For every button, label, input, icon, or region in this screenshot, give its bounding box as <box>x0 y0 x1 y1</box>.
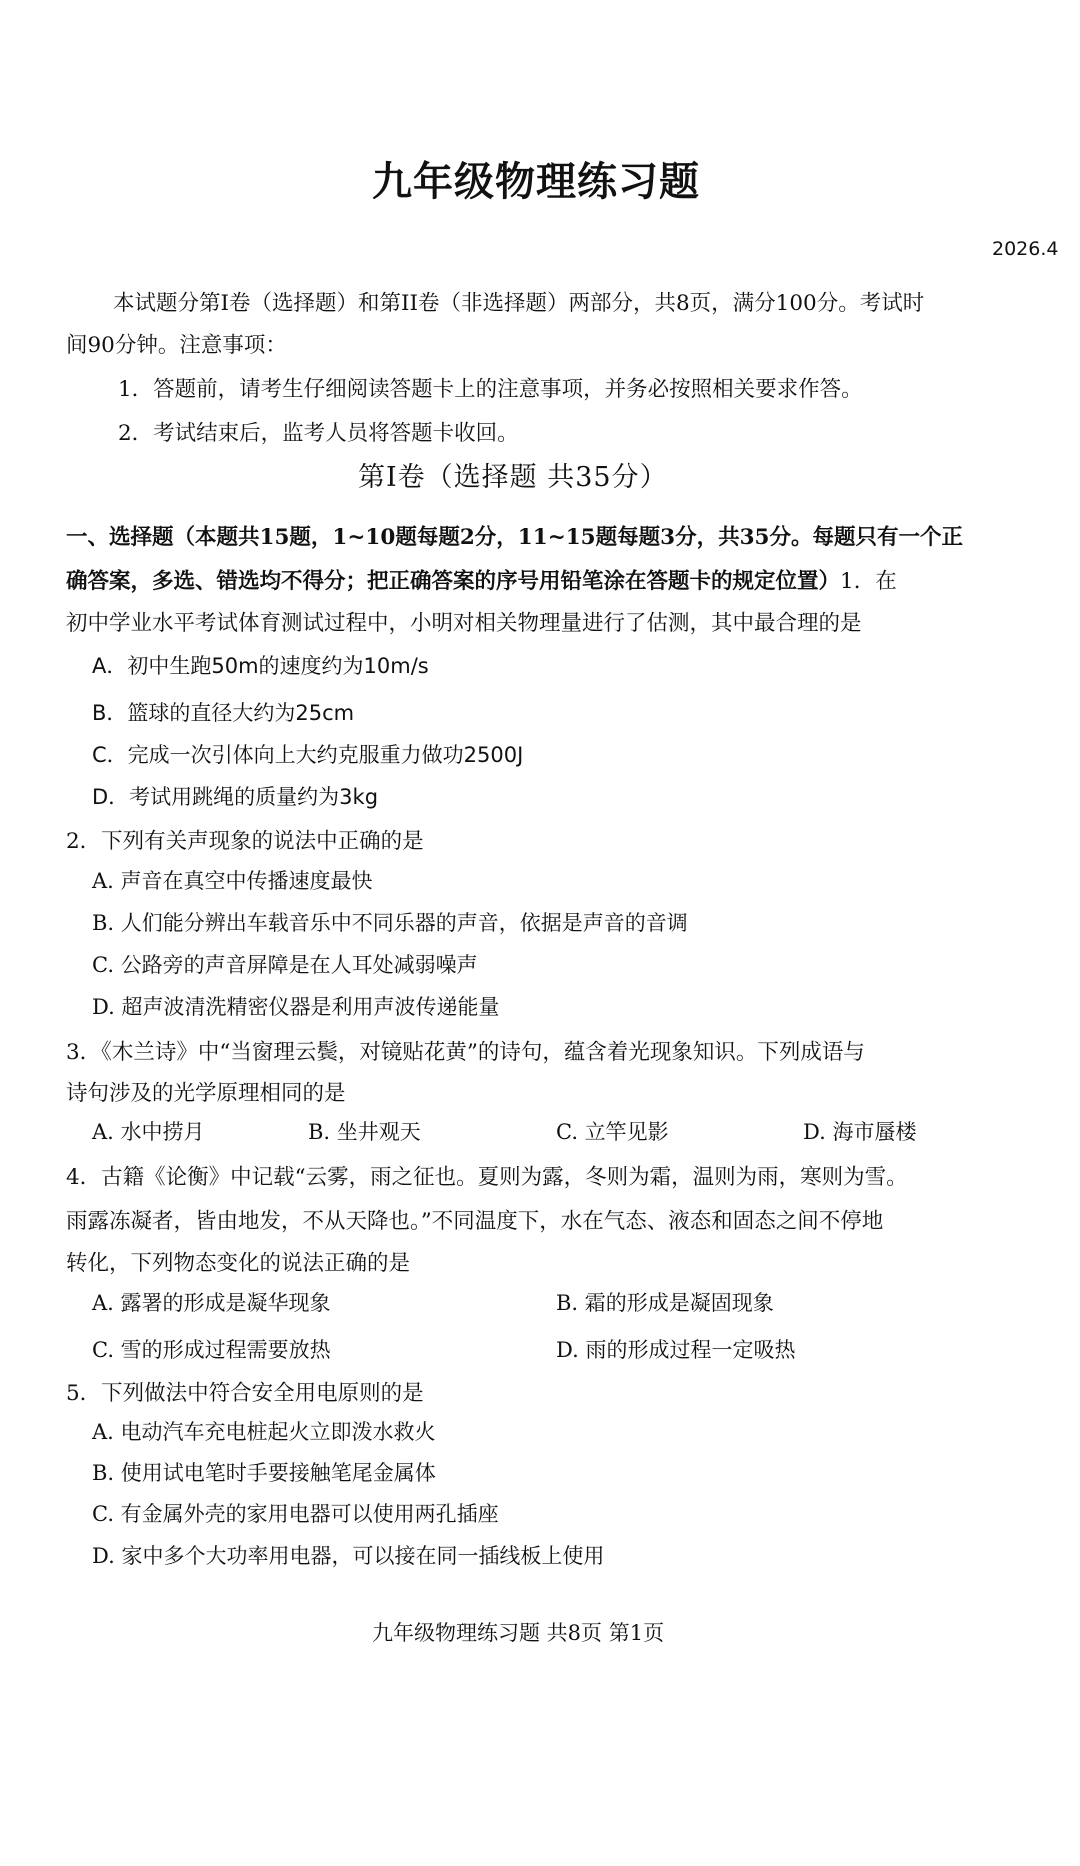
question-4-stem-line-3: 转化，下列物态变化的说法正确的是 <box>66 1251 411 1276</box>
question-2-option-d: D. 超声波清洗精密仪器是利用声波传递能量 <box>92 995 500 1019</box>
question-2-option-a: A. 声音在真空中传播速度最快 <box>92 869 373 893</box>
intro-note-1: 1．答题前，请考生仔细阅读答题卡上的注意事项，并务必按照相关要求作答。 <box>118 377 863 402</box>
section-instruction-line-1: 一、选择题（本题共15题，1~10题每题2分，11~15题每题3分，共35分。每题只有一个正 <box>66 525 964 550</box>
question-3-stem-line-2: 诗句涉及的光学原理相同的是 <box>66 1081 346 1106</box>
section-title: 第I卷（选择题 共35分） <box>358 462 668 493</box>
question-1-stem: 初中学业水平考试体育测试过程中，小明对相关物理量进行了估测，其中最合理的是 <box>66 611 862 636</box>
question-3-option-d: D. 海市蜃楼 <box>803 1120 917 1144</box>
question-5-option-d: D. 家中多个大功率用电器，可以接在同一插线板上使用 <box>92 1544 605 1568</box>
question-5-option-c: C. 有金属外壳的家用电器可以使用两孔插座 <box>92 1502 499 1526</box>
question-2-option-b: B. 人们能分辨出车载音乐中不同乐器的声音，依据是声音的音调 <box>92 911 688 935</box>
question-1-option-b: B．篮球的直径大约为25cm <box>92 701 355 725</box>
question-5-stem: 5．下列做法中符合安全用电原则的是 <box>66 1381 424 1406</box>
question-2-stem: 2．下列有关声现象的说法中正确的是 <box>66 829 424 854</box>
page-footer: 九年级物理练习题 共8页 第1页 <box>372 1621 665 1645</box>
intro-line-1: 本试题分第I卷（选择题）和第II卷（非选择题）两部分，共8页，满分100分。考试时 <box>113 291 925 316</box>
question-5-option-b: B. 使用试电笔时手要接触笔尾金属体 <box>92 1461 436 1485</box>
intro-line-2: 间90分钟。注意事项： <box>66 333 287 358</box>
question-3-option-c: C. 立竿见影 <box>556 1120 669 1144</box>
question-1-option-a: A．初中生跑50m的速度约为10m/s <box>92 654 429 678</box>
section-instruction-bold: 确答案，多选、错选均不得分；把正确答案的序号用铅笔涂在答题卡的规定位置） <box>66 569 841 594</box>
question-4-stem-line-1: 4．古籍《论衡》中记载“云雾，雨之征也。夏则为露，冬则为霜，温则为雨，寒则为雪。 <box>66 1165 908 1190</box>
question-2-option-c: C. 公路旁的声音屏障是在人耳处减弱噪声 <box>92 953 478 977</box>
intro-note-2: 2．考试结束后，监考人员将答题卡收回。 <box>118 421 519 446</box>
question-4-stem-line-2: 雨露冻凝者，皆由地发，不从天降也。”不同温度下，水在气态、液态和固态之间不停地 <box>66 1209 884 1234</box>
question-1-number: 1．在 <box>840 569 897 594</box>
question-3-option-b: B. 坐井观天 <box>308 1120 421 1144</box>
page-title: 九年级物理练习题 <box>372 158 700 205</box>
question-3-stem-line-1: 3．《木兰诗》中“当窗理云鬓，对镜贴花黄”的诗句，蕴含着光现象知识。下列成语与 <box>66 1040 865 1065</box>
question-4-option-b: B. 霜的形成是凝固现象 <box>556 1291 774 1315</box>
question-4-option-d: D. 雨的形成过程一定吸热 <box>556 1338 796 1362</box>
question-4-option-a: A. 露署的形成是凝华现象 <box>92 1291 331 1315</box>
question-4-option-c: C. 雪的形成过程需要放热 <box>92 1338 331 1362</box>
question-1-option-c: C．完成一次引体向上大约克服重力做功2500J <box>92 743 524 767</box>
question-5-option-a: A. 电动汽车充电桩起火立即泼水救火 <box>92 1420 436 1444</box>
exam-date: 2026.4 <box>992 238 1059 260</box>
question-3-option-a: A. 水中捞月 <box>92 1120 205 1144</box>
section-instruction-line-2 <box>66 564 897 595</box>
question-1-option-d: D．考试用跳绳的质量约为3kg <box>92 785 379 809</box>
